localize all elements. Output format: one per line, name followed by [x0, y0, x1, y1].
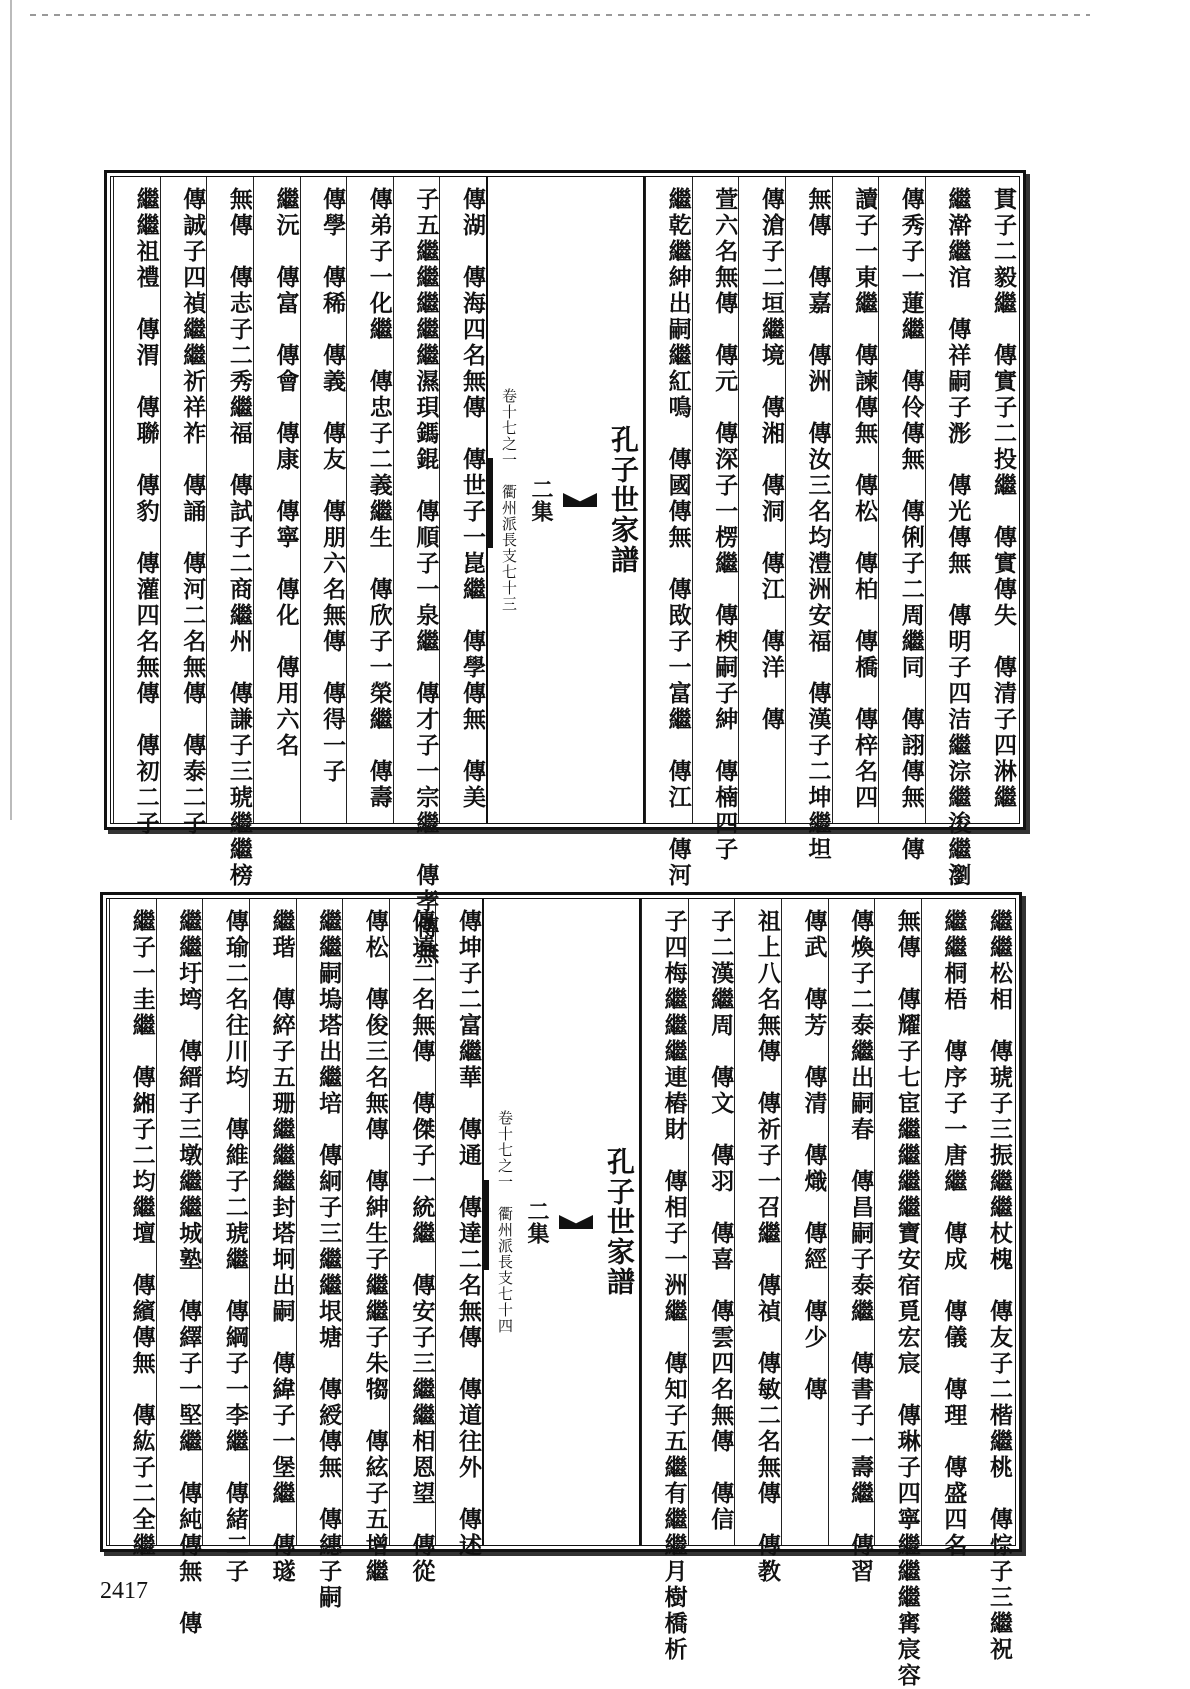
text-column: 子二漢繼周 傳文 傳羽 傳喜 傳雲四名無傳 傳信 [688, 899, 735, 1545]
text-column: 繼沅 傳富 傳會 傳康 傳寧 傳化 傳用六名 [253, 177, 300, 823]
book-title-column [486, 177, 645, 823]
text-column: 傳弟子一化繼 傳忠子二義繼生 傳欣子一榮繼 傳壽 [346, 177, 393, 823]
fish-tail-mark-icon [563, 493, 597, 507]
genealogy-page-top [104, 170, 1026, 967]
page-number: 2417 [100, 1578, 148, 1604]
book-title: 孔子世家譜 [607, 425, 640, 575]
fish-tail-mark-icon [559, 1215, 593, 1229]
text-column: 繼繼桐梧 傳序子一唐繼 傳成 傳儀 傳理 傳盛四名 [921, 899, 968, 1545]
text-column: 萱六名無傳 傳元 傳深子一楞繼 傳楰嗣子紳 傳楠四子 [692, 177, 739, 823]
text-column: 繼子一圭繼 傳緗子二均繼壇 傳繽傳無 傳紘子二全繼 [109, 899, 156, 1545]
text-column: 傳遠二名無傳 傳傑子一統繼 傳安子三繼繼相恩望 傳從 [389, 899, 436, 1545]
text-column: 貫子二毅繼 傳實子二投繼 傳實傳失 傳清子四淋繼 [990, 187, 1017, 811]
text-column: 讀子一東繼 傳諫傳無 傳松 傳柏 傳橋 傳梓名四 [832, 177, 879, 823]
text-column: 傳湖 傳海四名無傳 傳世子一崑繼 傳學傳無 傳美 [439, 177, 486, 823]
scan-edge-left [10, 0, 12, 820]
text-column: 繼乾繼紳出嗣繼紅鳴 傳國傳無 傳敃子一富繼 傳江 傳河 [645, 177, 692, 823]
gutter-bar [488, 458, 493, 548]
text-column: 無傳 傳志子二秀繼福 傳試子二商繼州 傳謙子三琥繼繼榜 [206, 177, 253, 823]
scan-edge-top [30, 14, 1090, 16]
text-column: 子四梅繼繼繼連樁財 傳相子一洲繼 傳知子五繼有繼繼月樹橋析 [641, 899, 688, 1545]
edition-label: 二集 [524, 1200, 550, 1244]
text-column: 傳瑜二名往川均 傳維子二琥繼 傳綱子一李繼 傳緒二子 [202, 899, 249, 1545]
text-column: 子五繼繼繼繼繼濕珼鎷錕 傳順子一泉繼 傳才子一宗繼 傳孝傳無 [393, 177, 440, 823]
text-column: 繼繼圩塆 傳縉子三墩繼繼城塾 傳繹子一堅繼 傳純傳無 傳 [156, 899, 203, 1545]
text-column: 傳坤子二富繼華 傳通 傳達二名無傳 傳道往外 傳述 [435, 899, 482, 1545]
gutter-bar [484, 1180, 489, 1270]
text-column: 繼繼嗣塢塔出繼培 傳絅子三繼繼垠塘 傳綬傳無 傳繐子嗣 [296, 899, 343, 1545]
text-column: 傳誠子四禎繼繼祈祥祚 傳誦 傳河二名無傳 傳泰二子 [160, 177, 207, 823]
text-column: 繼瑎 傳綷子五珊繼繼繼封塔坰出嗣 傳緯子一堡繼 傳璲 [249, 899, 296, 1545]
book-title: 孔子世家譜 [603, 1147, 636, 1297]
text-column: 繼繼松相 傳琥子三振繼繼杖槐 傳友子二楷繼桃 傳悰子三繼祝 [986, 909, 1013, 1663]
text-column: 繼繼祖禮 傳渭 傳聯 傳豹 傳灌四名無傳 傳初二子 [113, 177, 160, 823]
text-column: 傳滄子二垣繼境 傳湘 傳洞 傳江 傳洋 傳 [738, 177, 785, 823]
volume-label: 卷十七之一 衢州派長支七十四 [496, 1110, 514, 1334]
text-column: 傳秀子一蓮繼 傳伶傳無 傳俐子二周繼同 傳詡傳無 傳 [878, 177, 925, 823]
text-column: 祖上八名無傳 傳祈子一召繼 傳禎 傳敏二名無傳 傳教 [734, 899, 781, 1545]
text-column: 傳學 傳稀 傳義 傳友 傳朋六名無傳 傳得一子 [300, 177, 347, 823]
text-column: 無傳 傳嘉 傳洲 傳汝三名均澧洲安福 傳漢子二坤繼坦 [785, 177, 832, 823]
text-column: 繼澣繼涫 傳祥嗣子浵 傳光傳無 傳明子四洁繼淙繼浚繼瀏 [925, 177, 972, 823]
volume-label: 卷十七之一 衢州派長支七十三 [500, 388, 518, 612]
text-column: 傳煥子二泰繼出嗣春 傳昌嗣子泰繼 傳書子一壽繼 傳習 [828, 899, 875, 1545]
edition-label: 二集 [528, 478, 554, 522]
text-column: 傳武 傳芳 傳清 傳熾 傳經 傳少 傳 [781, 899, 828, 1545]
text-column: 無傳 傳耀子七宦繼繼繼繼寶安宿覓宏宸 傳琳子四寧繼繼繼寗宸容 [874, 899, 921, 1545]
book-title-column [482, 899, 641, 1545]
text-column: 傳松 傳俊三名無傳 傳紳生子繼繼子朱犓 傳絃子五增繼 [342, 899, 389, 1545]
